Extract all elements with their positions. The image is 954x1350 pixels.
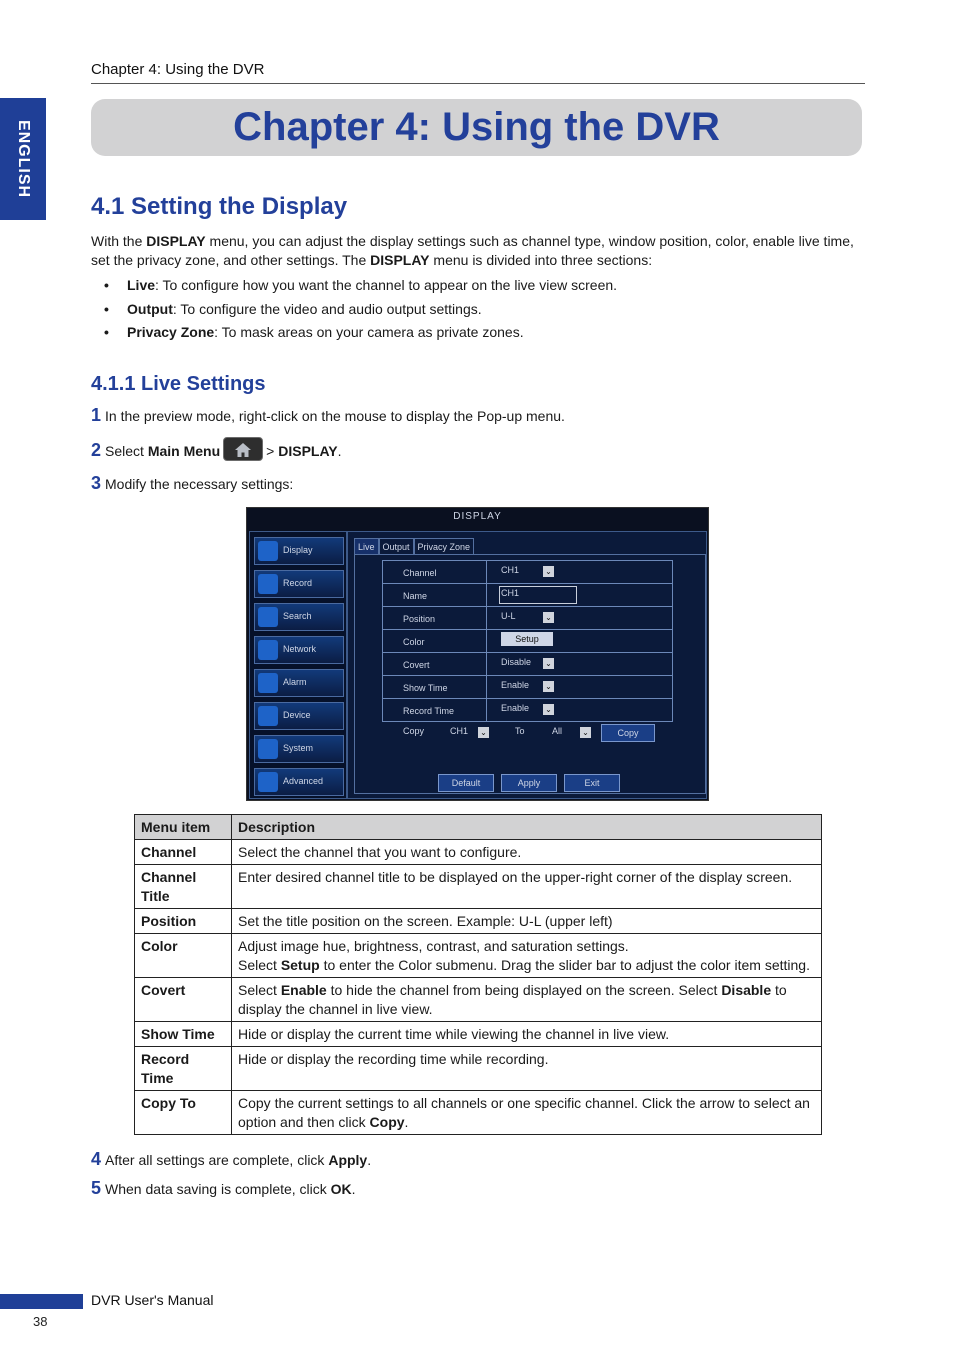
step-4 (91, 1149, 371, 1170)
list-item-text: : To mask areas on your camera as private zones. (214, 324, 524, 340)
step-3 (91, 473, 293, 494)
language-side-tab (0, 98, 46, 220)
covert-select[interactable] (487, 653, 672, 675)
dvr-display-screenshot (246, 507, 709, 801)
cell-bold: Copy (369, 1114, 405, 1130)
dvr-menu-display[interactable] (254, 537, 344, 565)
table-cell-description (232, 978, 822, 1022)
cell-bold: Disable (721, 982, 772, 998)
section-title: 4.1 Setting the Display (91, 193, 348, 220)
table-cell-description: Enter desired channel title to be displayed on the upper-right corner of the display screen. (232, 865, 822, 909)
header-divider (91, 83, 865, 84)
dvr-menu-label: System (283, 743, 314, 753)
default-button[interactable]: Default (438, 774, 494, 792)
cell-text: to hide the channel from being displayed on the screen. Select (326, 982, 722, 998)
running-header: Chapter 4: Using the DVR (91, 61, 265, 78)
dvr-menu-label: Record (283, 578, 313, 588)
list-item (91, 322, 617, 346)
table-cell-item: Show Time (135, 1022, 232, 1047)
list-item-term: Live (127, 277, 156, 293)
step-bold: Main Menu (147, 443, 221, 459)
table-cell-item: Channel (135, 840, 232, 865)
network-icon (258, 640, 278, 660)
list-item-text: : To configure the video and audio output settings. (172, 300, 482, 317)
home-icon (223, 437, 263, 461)
cell-bold: Enable (280, 982, 327, 998)
dvr-menu-device[interactable] (254, 702, 344, 730)
position-select[interactable] (487, 607, 672, 629)
table-cell-item: Position (135, 909, 232, 934)
step-text: When data saving is complete, click (105, 1181, 327, 1197)
search-icon (258, 607, 278, 627)
dvr-menu-label: Search (283, 611, 312, 621)
dvr-row-label: Channel (383, 561, 487, 583)
step-number: 5 (91, 1178, 102, 1198)
cell-text: Select (238, 957, 281, 973)
show-time-select[interactable] (487, 676, 672, 698)
apply-button[interactable]: Apply (501, 774, 557, 792)
list-item-term: Privacy Zone (127, 324, 215, 340)
chevron-down-icon[interactable]: ⌄ (478, 727, 489, 738)
table-cell-description: Set the title position on the screen. Example: U-L (upper left) (232, 909, 822, 934)
column-header-menu-item: Menu item (135, 815, 232, 840)
dvr-menu-system[interactable] (254, 735, 344, 763)
intro-text: menu, you can adjust the display settings such as channel type, window position, color, enable live time, set the privacy zone, and other settings. The (91, 233, 854, 268)
cell-text: . (404, 1114, 409, 1130)
gear-icon (258, 739, 278, 759)
dvr-row-label: Covert (383, 653, 487, 675)
step-text: Select (105, 443, 144, 459)
dvr-row-value: Disable (501, 657, 532, 667)
language-label: ENGLISH (15, 119, 32, 199)
chevron-down-icon[interactable]: ⌄ (543, 681, 554, 692)
step-bold: OK (330, 1181, 352, 1197)
step-text: Modify the necessary settings: (105, 476, 294, 492)
copy-to-label: To (515, 726, 525, 736)
dvr-sidebar (249, 531, 347, 799)
step-number: 2 (91, 440, 102, 460)
intro-bold: DISPLAY (146, 233, 206, 249)
chevron-down-icon[interactable]: ⌄ (580, 727, 591, 738)
dvr-menu-advanced[interactable] (254, 768, 344, 796)
subsection-title: 4.1.1 Live Settings (91, 373, 266, 395)
tab-privacy-zone[interactable]: Privacy Zone (414, 538, 475, 554)
dvr-copy-row (403, 724, 673, 742)
step-bold: Apply (328, 1152, 368, 1168)
table-cell-item: Channel Title (135, 865, 232, 909)
table-header-row (135, 815, 822, 840)
table-row (135, 1022, 822, 1047)
copy-from-select[interactable]: CH1 (450, 726, 469, 736)
list-item-term: Output (127, 300, 173, 317)
dvr-menu-label: Alarm (283, 677, 307, 687)
dvr-row-label: Show Time (383, 676, 487, 698)
copy-to-select[interactable]: All (552, 726, 563, 736)
dvr-row-value: Enable (501, 703, 530, 713)
dvr-row-show-time (383, 676, 672, 699)
table-row (135, 909, 822, 934)
record-icon (258, 574, 278, 594)
exit-button[interactable]: Exit (564, 774, 620, 792)
table-row (135, 1047, 822, 1091)
step-text: In the preview mode, right-click on the mouse to display the Pop-up menu. (105, 408, 565, 424)
step-2 (91, 439, 342, 463)
intro-bold: DISPLAY (370, 252, 430, 268)
step-text: After all settings are complete, click (105, 1152, 325, 1168)
dvr-row-value: Enable (501, 680, 530, 690)
table-row (135, 1091, 822, 1135)
dvr-row-color (383, 630, 672, 653)
table-cell-item: Covert (135, 978, 232, 1022)
device-icon (258, 706, 278, 726)
dvr-row-covert (383, 653, 672, 676)
page-number: 38 (33, 1314, 48, 1329)
dvr-row-label: Name (383, 584, 487, 606)
dvr-menu-search[interactable] (254, 603, 344, 631)
dvr-row-channel (383, 561, 672, 584)
column-header-description: Description (232, 815, 822, 840)
table-row (135, 840, 822, 865)
dvr-settings-grid (382, 560, 673, 722)
wrench-icon (258, 772, 278, 792)
table-row (135, 934, 822, 978)
chapter-banner (91, 99, 862, 156)
table-cell-description (232, 934, 822, 978)
step-text: . (337, 443, 342, 459)
chevron-down-icon[interactable]: ⌄ (543, 704, 554, 715)
dvr-menu-label: Device (283, 710, 311, 720)
cell-text: to enter the Color submenu. Drag the slider bar to adjust the color item setting. (319, 957, 810, 973)
name-input-box[interactable] (499, 586, 577, 604)
tab-live[interactable]: Live (354, 538, 379, 554)
table-cell-description: Hide or display the recording time while recording. (232, 1047, 822, 1091)
footer-manual-title: DVR User's Manual (91, 1292, 214, 1308)
color-setup-button[interactable]: Setup (501, 632, 553, 646)
cell-text: Adjust image hue, brightness, contrast, and saturation settings. (238, 938, 629, 954)
tab-output[interactable]: Output (379, 538, 414, 554)
chapter-title: Chapter 4: Using the DVR (233, 105, 720, 149)
footer-accent-bar (0, 1294, 83, 1309)
table-cell-item: Color (135, 934, 232, 978)
intro-text: menu is divided into three sections: (429, 252, 653, 268)
step-bold: DISPLAY (278, 443, 338, 459)
list-item-text: : To configure how you want the channel to appear on the live view screen. (155, 277, 618, 293)
chevron-down-icon[interactable]: ⌄ (543, 658, 554, 669)
table-cell-description (232, 1091, 822, 1135)
dvr-row-record-time (383, 699, 672, 721)
dvr-row-value: CH1 (501, 588, 520, 598)
dvr-menu-alarm[interactable] (254, 669, 344, 697)
name-field[interactable] (487, 584, 672, 606)
table-cell-item: Record Time (135, 1047, 232, 1091)
table-cell-description: Select the channel that you want to configure. (232, 840, 822, 865)
step-text: . (351, 1181, 356, 1197)
dvr-row-value: CH1 (501, 565, 520, 575)
table-cell-item: Copy To (135, 1091, 232, 1135)
color-cell (487, 630, 672, 652)
step-1 (91, 405, 565, 426)
alarm-icon (258, 673, 278, 693)
menu-items-table (134, 814, 822, 1135)
dvr-menu-label: Display (283, 545, 313, 555)
list-item (91, 299, 617, 323)
dvr-row-label: Record Time (383, 699, 487, 721)
dvr-row-label: Position (383, 607, 487, 629)
chevron-down-icon[interactable]: ⌄ (543, 566, 554, 577)
dvr-window-title: DISPLAY (453, 511, 502, 522)
record-time-select[interactable] (487, 699, 672, 721)
table-cell-description: Hide or display the current time while viewing the channel in live view. (232, 1022, 822, 1047)
dvr-row-position (383, 607, 672, 630)
display-icon (258, 541, 278, 561)
chevron-down-icon[interactable]: ⌄ (543, 612, 554, 623)
step-text: > (266, 443, 275, 459)
intro-text: With the (91, 233, 147, 249)
step-text: . (367, 1152, 372, 1168)
step-5 (91, 1178, 356, 1199)
list-item (91, 275, 617, 299)
channel-select[interactable] (487, 561, 672, 583)
dvr-menu-label: Network (283, 644, 317, 654)
cell-text: Select (238, 982, 281, 998)
table-row (135, 865, 822, 909)
step-number: 3 (91, 473, 102, 493)
intro-paragraph (91, 232, 861, 270)
dvr-menu-label: Advanced (283, 776, 324, 786)
dvr-tab-bar (354, 538, 474, 554)
dvr-row-value: U-L (501, 611, 516, 621)
table-row (135, 978, 822, 1022)
cell-text: Copy the current settings to all channels or one specific channel. Click the arrow to select an option and then click (238, 1095, 810, 1130)
cell-text: to display the channel in live view. (238, 982, 787, 1017)
copy-button[interactable]: Copy (601, 724, 655, 742)
copy-label: Copy (403, 726, 425, 736)
dvr-row-name (383, 584, 672, 607)
step-number: 4 (91, 1149, 102, 1169)
dvr-menu-record[interactable] (254, 570, 344, 598)
step-number: 1 (91, 405, 102, 425)
dvr-menu-network[interactable] (254, 636, 344, 664)
cell-bold: Setup (280, 957, 320, 973)
dvr-row-label: Color (383, 630, 487, 652)
display-sections-list (91, 275, 617, 346)
